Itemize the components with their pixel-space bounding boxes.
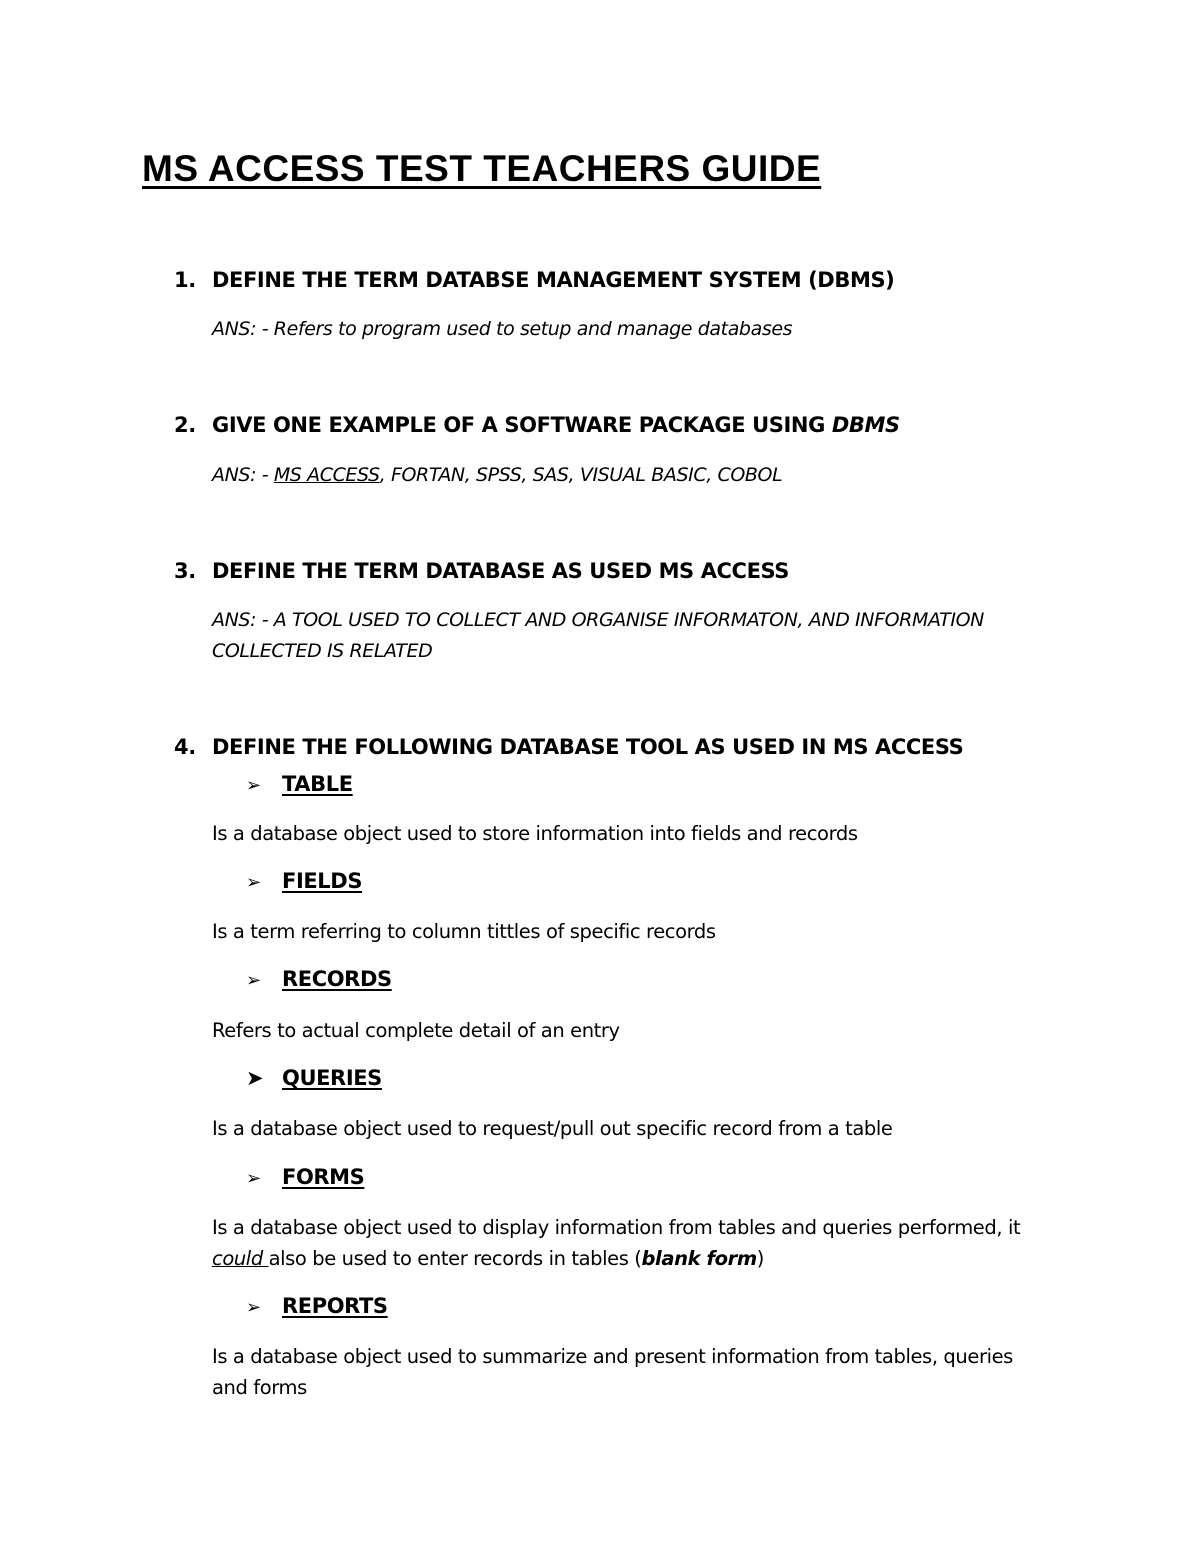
arrowhead-bullet-icon: ➢ [246,970,261,991]
term-label: RECORDS [282,967,392,991]
term-label: TABLE [282,772,353,796]
term-table [246,772,353,796]
term-records [246,967,392,991]
question-number: 1. [174,268,196,292]
term-definition [212,1212,1052,1274]
question-text: DEFINE THE TERM DATABASE AS USED MS ACCESS [212,559,790,583]
answer-rest: , FORTAN, SPSS, SAS, VISUAL BASIC, COBOL [379,464,783,486]
term-reports [246,1294,388,1318]
question-number: 3. [174,559,196,583]
definition-prefix: Is a database object used to display information from tables and queries performed, it [212,1216,1021,1239]
definition-emphasis: could [212,1247,269,1270]
document-title: MS ACCESS TEST TEACHERS GUIDE [142,148,822,189]
definition-middle: also be used to enter records in tables ( [268,1247,642,1270]
question-2 [174,413,900,437]
term-label: REPORTS [282,1294,388,1318]
arrowhead-bullet-icon: ➢ [246,872,261,893]
answer-2 [212,460,1042,491]
question-text: DEFINE THE TERM DATABSE MANAGEMENT SYSTEM (DBMS) [212,268,895,292]
question-emphasis: DBMS [831,413,900,437]
arrowhead-bullet-icon: ➢ [246,1168,261,1189]
question-4 [174,735,963,759]
term-label: FORMS [282,1165,365,1189]
definition-suffix: ) [756,1247,764,1270]
term-definition: Is a database object used to request/pull out specific record from a table [212,1117,893,1140]
answer-prefix: ANS: - [212,464,274,486]
arrowhead-bullet-icon: ➢ [246,1297,261,1318]
definition-bold-italic: blank form [641,1247,757,1270]
term-definition: Is a database object used to store information into fields and records [212,822,858,845]
question-text: GIVE ONE EXAMPLE OF A SOFTWARE PACKAGE USING [212,413,832,437]
question-1 [174,268,894,292]
answer-1: ANS: - Refers to program used to setup and manage databases [212,318,793,340]
term-definition: Is a term referring to column tittles of specific records [212,920,716,943]
term-queries [246,1066,382,1090]
question-number: 4. [174,735,196,759]
answer-3: ANS: - A TOOL USED TO COLLECT AND ORGANISE INFORMATON, AND INFORMATION COLLECTED IS RELATED [212,609,984,662]
question-text: DEFINE THE FOLLOWING DATABASE TOOL AS USED IN MS ACCESS [212,735,964,759]
answer-underlined: MS ACCESS [273,464,380,486]
term-definition: Refers to actual complete detail of an entry [212,1019,620,1042]
term-label: QUERIES [282,1066,382,1090]
arrowhead-bullet-icon: ➤ [246,1066,264,1090]
question-number: 2. [174,413,196,437]
term-forms [246,1165,364,1189]
arrowhead-bullet-icon: ➢ [246,775,261,796]
term-label: FIELDS [282,869,363,893]
term-fields [246,869,362,893]
question-3 [174,559,789,583]
term-definition: Is a database object used to summarize and present information from tables, queries and forms [212,1345,1013,1399]
